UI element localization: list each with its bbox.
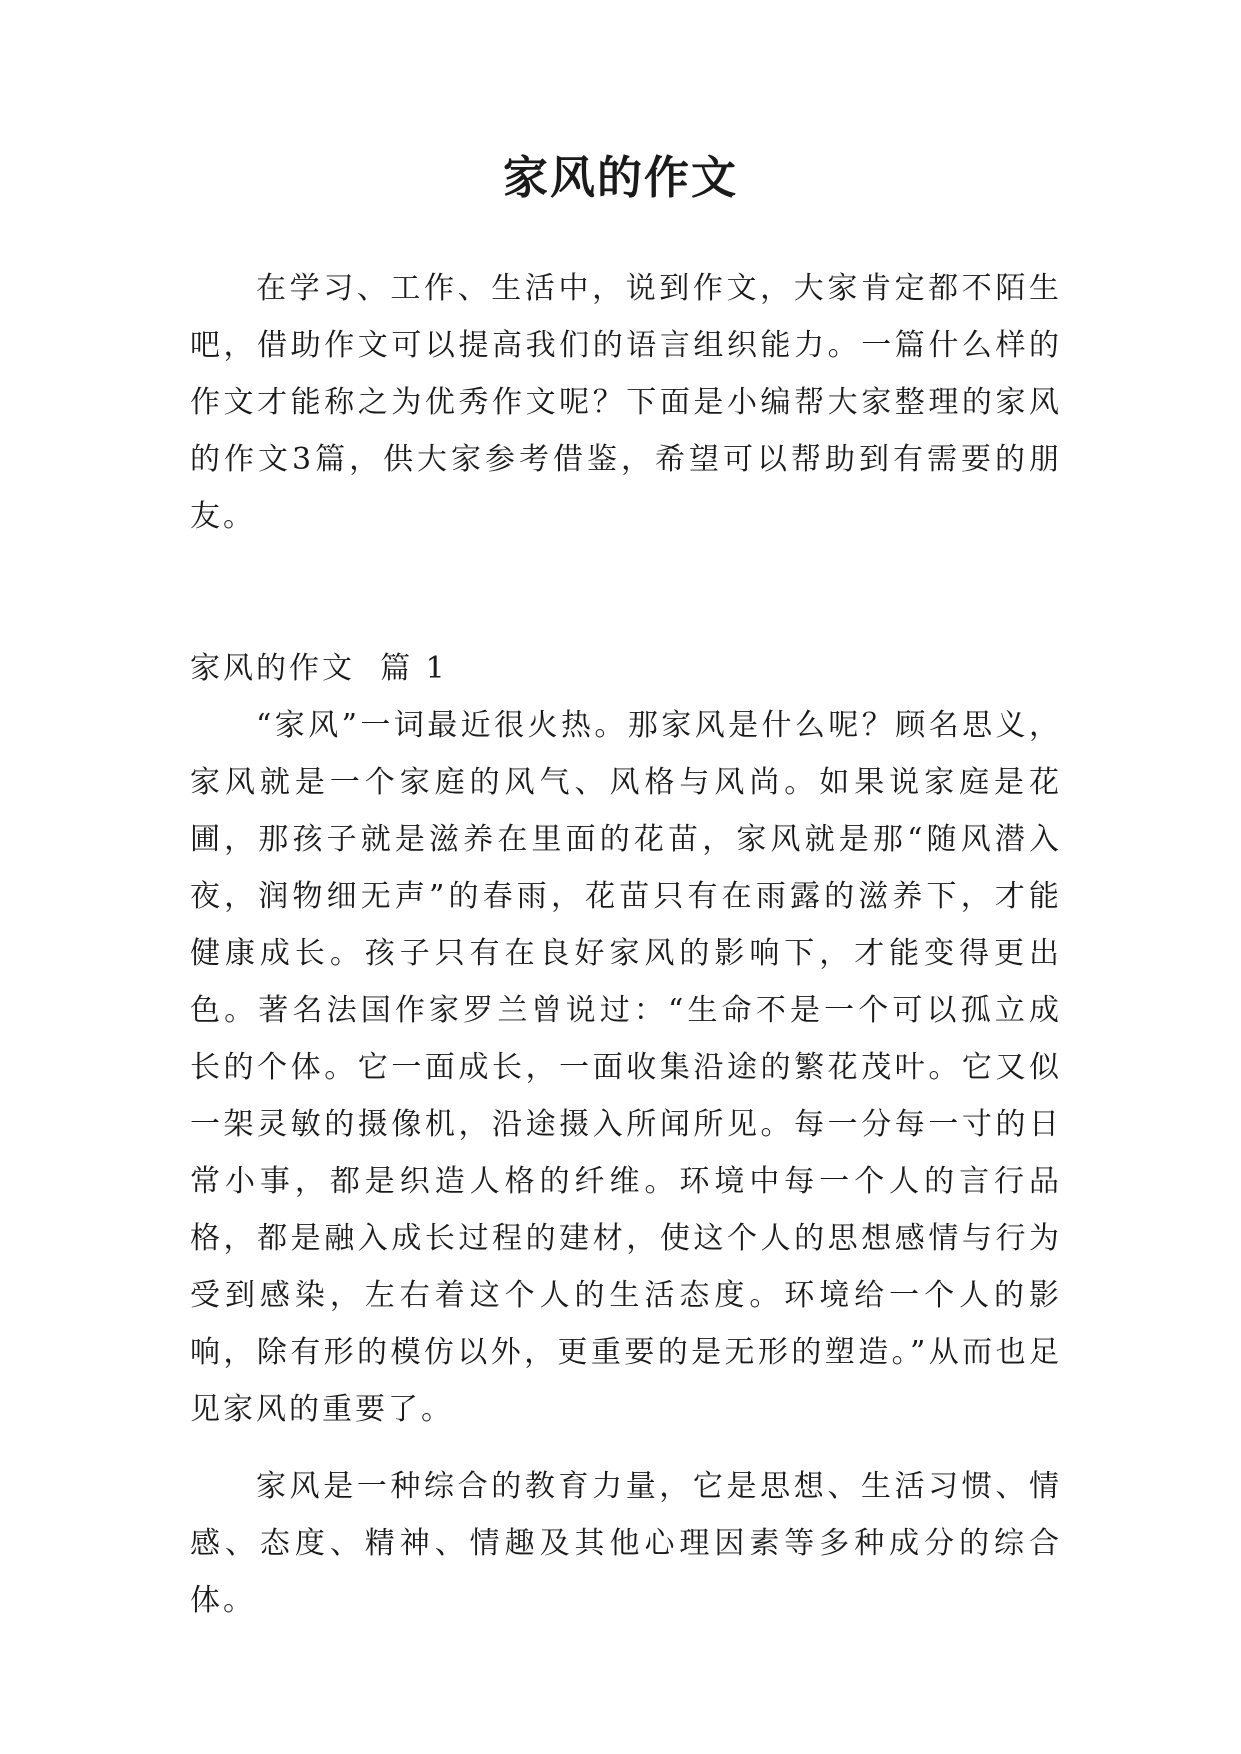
section-heading: 家风的作文 篇 1 [190,651,448,686]
document-title: 家风的作文 [502,151,738,204]
intro-paragraph: 在学习、工作、生活中，说到作文，大家肯定都不陌生吧，借助作文可以提高我们的语言组织能力。一篇什么样的作文才能称之为优秀作文呢？下面是小编帮大家整理的家风的作文3篇，供大家参考借鉴，希望可以帮助到有需要的朋友。 [190,271,1062,534]
body-paragraph-2: 家风是一种综合的教育力量，它是思想、生活习惯、情感、态度、精神、情趣及其他心理因素等多种成分的综合体。 [190,1469,1062,1618]
body-paragraph-1: “家风”一词最近很火热。那家风是什么呢？顾名思义，家风就是一个家庭的风气、风格与风尚。如果说家庭是花圃，那孩子就是滋养在里面的花苗，家风就是那“随风潜入夜，润物细无声”的春雨，花苗只有在雨露的滋养下，才能健康成长。孩子只有在良好家风的影响下，才能变得更出色。著名法国作家罗兰曾说过：“生命不是一个可以孤立成长的个体。它一面成长，一面收集沿途的繁花茂叶。它又似一架灵敏的摄像机，沿途摄入所闻所见。每一分每一寸的日常小事，都是织造人格的纤维。环境中每一个人的言行品格，都是融入成长过程的建材，使这个人的思想感情与行为受到感染，左右着这个人的生活态度。环境给一个人的影响，除有形的模仿以外，更重要的是无形的塑造。”从而也足见家风的重要了。 [190,708,1062,1427]
